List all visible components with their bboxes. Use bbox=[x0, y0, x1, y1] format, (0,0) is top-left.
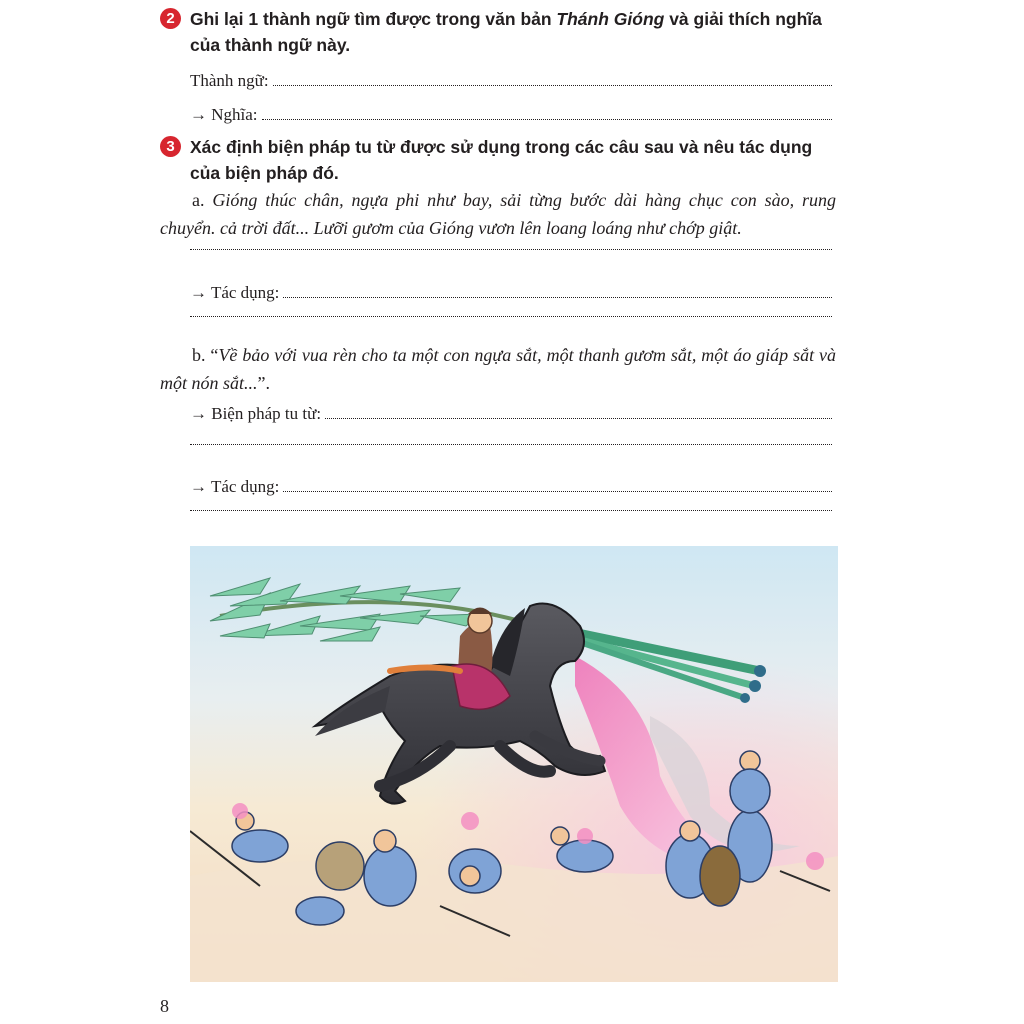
effect-label: → Tác dụng: bbox=[190, 477, 280, 496]
effect-answer-line-b[interactable] bbox=[190, 477, 832, 497]
dotted-answer-line bbox=[325, 417, 832, 419]
example-b-suffix: ”. bbox=[257, 373, 271, 393]
effect-answer-line-a[interactable] bbox=[190, 283, 832, 303]
example-b bbox=[160, 341, 836, 397]
effect-label: → Tác dụng: bbox=[190, 283, 280, 302]
question-2 bbox=[160, 6, 840, 58]
dotted-answer-line bbox=[262, 118, 832, 120]
device-label: → Biện pháp tu từ: bbox=[190, 404, 322, 423]
dotted-answer-line bbox=[283, 296, 832, 298]
meaning-answer-line[interactable] bbox=[190, 105, 832, 125]
dotted-answer-line bbox=[273, 84, 832, 86]
dotted-answer-line bbox=[190, 443, 832, 445]
idiom-label: Thành ngữ: bbox=[190, 71, 269, 90]
answer-line-b-1[interactable] bbox=[190, 443, 832, 449]
answer-line-a-1[interactable] bbox=[190, 248, 832, 254]
work-title: Thánh Gióng bbox=[556, 9, 665, 29]
question-number-badge: 3 bbox=[160, 136, 181, 157]
example-b-quote: Về bảo với vua rèn cho ta một con ngựa sắt, một thanh gươm sắt, một áo giáp sắt và một nón sắt... bbox=[160, 345, 836, 393]
answer-line-a-2[interactable] bbox=[190, 315, 832, 321]
example-a bbox=[160, 186, 836, 242]
example-a-prefix: a. bbox=[192, 190, 205, 210]
device-answer-line-b[interactable] bbox=[190, 404, 832, 424]
question-number-badge: 2 bbox=[160, 8, 181, 29]
dotted-answer-line bbox=[190, 248, 832, 250]
example-b-prefix: b. “ bbox=[192, 345, 219, 365]
idiom-answer-line[interactable] bbox=[190, 71, 832, 91]
question-2-text bbox=[190, 6, 840, 58]
example-a-quote: Gióng thúc chân, ngựa phi như bay, sải từng bước dài hàng chục con sào, rung chuyển. cả trời đất... Lưỡi gươm của Gióng vươn lên loang loáng như chớp giật. bbox=[160, 190, 837, 238]
page-number: 8 bbox=[160, 996, 169, 1016]
question-2-text-part: Ghi lại 1 thành ngữ tìm được trong văn bản bbox=[190, 9, 557, 29]
dotted-answer-line bbox=[190, 315, 832, 317]
question-3-text: Xác định biện pháp tu từ được sử dụng trong các câu sau và nêu tác dụng của biện pháp đó. bbox=[190, 137, 813, 183]
dotted-answer-line bbox=[283, 490, 832, 492]
thanh-giong-riding-iron-horse-illustration bbox=[190, 546, 838, 982]
meaning-label: → Nghĩa: bbox=[190, 105, 258, 124]
answer-line-b-2[interactable] bbox=[190, 509, 832, 515]
question-3 bbox=[160, 134, 840, 186]
question-2-text-part: và giải thích nghĩa của thành ngữ này. bbox=[190, 9, 822, 55]
dotted-answer-line bbox=[190, 509, 832, 511]
